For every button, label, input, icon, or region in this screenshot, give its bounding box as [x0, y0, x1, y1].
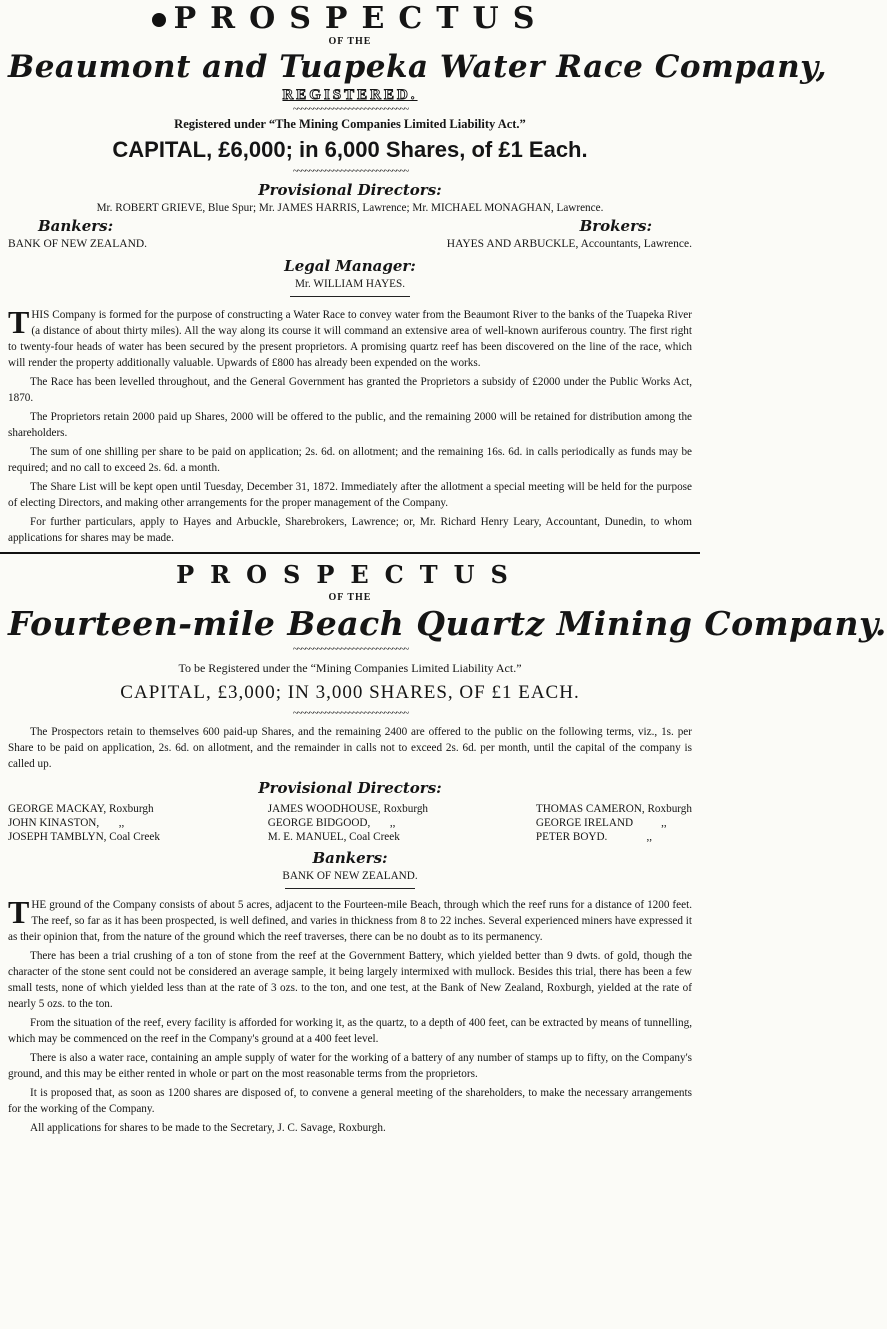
prospectus-fourteen-mile: [8, 558, 887, 1136]
drop-cap: T: [8, 894, 30, 930]
prospectus-title: PROSPECTUS: [176, 560, 524, 589]
divider: [285, 888, 415, 889]
directors-col: [268, 802, 428, 844]
ornament-divider: ~~~~~~~~~~~~~~~~~~~~~~~~~~~~~: [292, 643, 408, 655]
paragraph: For further particulars, apply to Hayes and Arbuckle, Sharebrokers, Lawrence; or, Mr. Richard Henry Leary, Accountant, Dunedin, to whom applications for shares may be made.: [8, 516, 692, 544]
paragraph: THIS Company is formed for the purpose of constructing a Water Race to convey water from the Beaumont River to the banks of the Tuapeka River (a distance of about thirty miles). All the way along its course it will command an extensive area of well-known auriferous country. The first right to twenty-four heads of water has been secured by the present proprietors. A promising quartz reef has been discovered on the line of the race, which will render the property additionally valuable. Upwards of £800 has already been expended on the works.: [8, 304, 692, 369]
paragraph: There has been a trial crushing of a ton of stone from the reef at the Government Battery, which yielded better than 9 dwts. of gold, though the character of the stone sent could not be considered an average sample, it being largely intermixed with mullock. Besides this trial, there has been a few small tests, none of which yielded less than at the rate of 3 ozs. to the ton, and one test, at the Bank of New Zealand, Roxburgh, yielded at the rate of nearly 5 ozs. to the ton.: [8, 950, 692, 1010]
directors-list: Mr. ROBERT GRIEVE, Blue Spur; Mr. JAMES HARRIS, Lawrence; Mr. MICHAEL MONAGHAN, Lawrence.: [96, 202, 604, 214]
directors-heading: Provisional Directors:: [258, 779, 442, 797]
bullet-icon: [152, 13, 166, 27]
paragraph: The sum of one shilling per share to be paid on application; 2s. 6d. on allotment; and the remaining 16s. 6d. in calls periodically as funds may be required; and no call to exceed 2s. 6d. a month.: [8, 446, 692, 474]
ornament-divider: ~~~~~~~~~~~~~~~~~~~~~~~~~~~~~: [292, 707, 408, 719]
manager-value: Mr. WILLIAM HAYES.: [294, 278, 405, 290]
intro-paragraph: The Prospectors retain to themselves 600 paid-up Shares, and the remaining 2400 are offered to the public on the following terms, viz., 1s. per Share to be paid on application, 2s. 6d. on allotment, and the remainder in calls not to exceed 2s. 6d. per month, until the capital of the company is called up.: [8, 726, 692, 770]
directors-col: [536, 802, 692, 844]
director: JAMES WOODHOUSE, Roxburgh: [267, 803, 429, 815]
paragraph: The Share List will be kept open until Tuesday, December 31, 1872. Immediately after the allotment a special meeting will be held for the purpose of electing Directors, and making other arrangements for the proper management of the Company.: [8, 481, 692, 509]
newspaper-page: [0, 1, 887, 1329]
ornament-divider: ~~~~~~~~~~~~~~~~~~~~~~~~~~~~~: [292, 103, 408, 115]
bankers-value: BANK OF NEW ZEALAND.: [282, 870, 418, 882]
director: GEORGE MACKAY, Roxburgh: [8, 803, 154, 815]
director: M. E. MANUEL, Coal Creek: [267, 831, 400, 843]
paragraph: The Proprietors retain 2000 paid up Shares, 2000 will be offered to the public, and the remaining 2000 will be retained for distribution among the shareholders.: [8, 411, 692, 439]
capital-line: CAPITAL, £6,000; in 6,000 Shares, of £1 Each.: [112, 137, 588, 162]
ornament-divider: ~~~~~~~~~~~~~~~~~~~~~~~~~~~~~: [292, 165, 408, 177]
prospectus-title: PROSPECTUS: [8, 2, 692, 36]
paragraph: There is also a water race, containing an ample supply of water for the working of a battery of any number of stamps up to fifty, on the Company's ground, and this may be either rented in whole or part on the most reasonable terms from the proprietors.: [8, 1052, 692, 1080]
directors-columns: [8, 802, 692, 844]
manager-heading: Legal Manager:: [284, 257, 416, 275]
director: JOSEPH TAMBLYN, Coal Creek: [8, 831, 160, 843]
director: PETER BOYD. ,,: [535, 831, 653, 843]
director: JOHN KINASTON, ,,: [8, 817, 125, 829]
registered-label: REGISTERED.: [282, 87, 418, 103]
prospectus-beaumont: [8, 1, 827, 546]
directors-col: [8, 802, 160, 844]
drop-cap: T: [8, 304, 30, 340]
bankers-heading: Bankers:: [38, 217, 114, 235]
act-line: To be Registered under the “Mining Companies Limited Liability Act.”: [178, 661, 522, 675]
act-line: Registered under “The Mining Companies Limited Liability Act.”: [174, 117, 526, 131]
directors-heading: Provisional Directors:: [258, 181, 442, 199]
section-divider: [0, 552, 700, 554]
director: THOMAS CAMERON, Roxburgh: [535, 803, 692, 815]
paragraph: THE ground of the Company consists of about 5 acres, adjacent to the Fourteen-mile Beach, through which the reef runs for a distance of 1200 feet. The reef, so far as it has been prospected, is well defined, and varies in thickness from 8 to 22 inches. Several experienced miners have expressed it as their opinion that, from the nature of the ground which the reef traverses, there can be no doubt as to its permanency.: [8, 894, 692, 943]
of-the-label: OF THE: [328, 36, 372, 47]
paragraph: From the situation of the reef, every facility is afforded for working it, as the quartz, to a depth of 400 feet, can be extracted by means of tunnelling, which may be commenced on the reef in the Company's ground at a 400 feet level.: [8, 1017, 692, 1045]
company-name: Fourteen-mile Beach Quartz Mining Company.: [8, 604, 887, 643]
brokers-heading: Brokers:: [579, 217, 652, 235]
bankers-heading: Bankers:: [312, 849, 388, 867]
divider: [290, 296, 410, 297]
director: GEORGE BIDGOOD, ,,: [267, 817, 396, 829]
bankers-value: BANK OF NEW ZEALAND.: [8, 238, 148, 250]
paragraph: All applications for shares to be made to the Secretary, J. C. Savage, Roxburgh.: [30, 1122, 386, 1134]
capital-line: CAPITAL, £3,000; IN 3,000 SHARES, OF £1 EACH.: [120, 682, 580, 703]
director: GEORGE IRELAND ,,: [535, 817, 667, 829]
company-name: Beaumont and Tuapeka Water Race Company,: [8, 49, 827, 85]
paragraph: It is proposed that, as soon as 1200 shares are disposed of, to convene a general meeting of the shareholders, to make the necessary arrangements for the working of the Company.: [8, 1087, 692, 1115]
paragraph: The Race has been levelled throughout, and the General Government has granted the Proprietors a subsidy of £2000 under the Public Works Act, 1870.: [8, 376, 692, 404]
of-the-label: OF THE: [328, 592, 372, 603]
brokers-value: HAYES AND ARBUCKLE, Accountants, Lawrence.: [446, 238, 692, 250]
